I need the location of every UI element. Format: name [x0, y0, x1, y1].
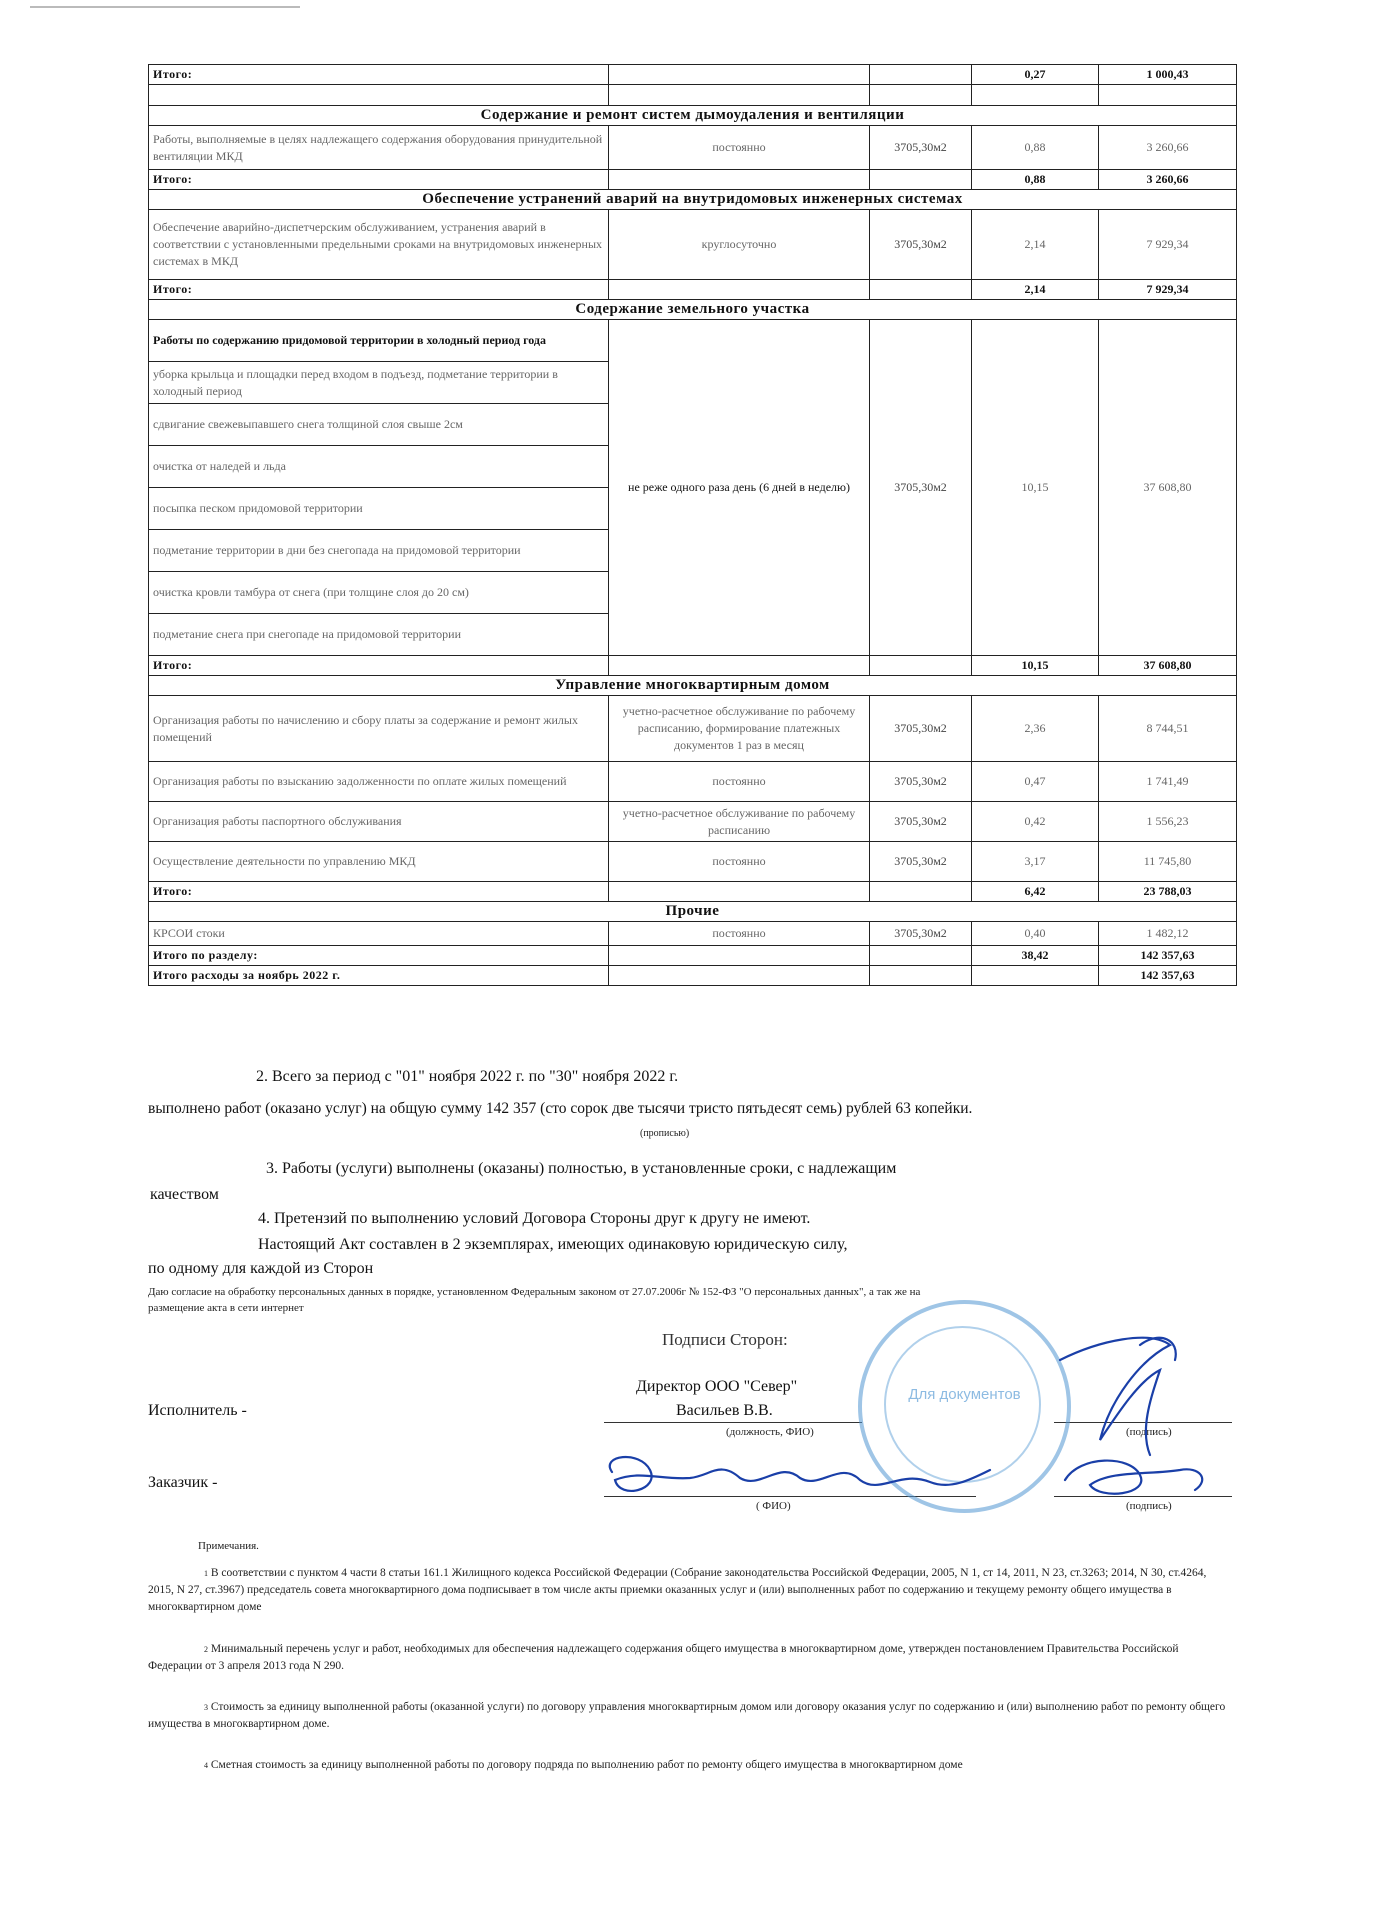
note-4 [148, 1757, 1232, 1774]
section-title: Содержание и ремонт систем дымоудаления и вентиляции [149, 106, 1237, 126]
section-title: Содержание земельного участка [149, 300, 1237, 320]
service-name: Организация работы паспортного обслуживания [149, 802, 609, 842]
total-sum: 142 357,63 [1099, 966, 1237, 986]
section-title: Прочие [149, 902, 1237, 922]
total-sum: 23 788,03 [1099, 882, 1237, 902]
service-name: Организация работы по начислению и сбору платы за содержание и ремонт жилых помещений [149, 696, 609, 762]
total-rate: 6,42 [972, 882, 1099, 902]
service-subitem-name: очистка от наледей и льда [149, 446, 609, 488]
fio-caption: ( ФИО) [756, 1500, 791, 1512]
service-area: 3705,30м2 [870, 762, 972, 802]
note-2-mark: 2 [204, 1645, 208, 1654]
service-subitem-name: уборка крыльца и площадки перед входом в подъезд, подметание территории в холодный период [149, 362, 609, 404]
service-rate: 10,15 [972, 320, 1099, 656]
total-sum: 3 260,66 [1099, 170, 1237, 190]
service-sum: 7 929,34 [1099, 210, 1237, 280]
service-subitem-name: Работы по содержанию придомовой территории в холодный период года [149, 320, 609, 362]
executor-name: Васильев В.В. [676, 1402, 773, 1419]
note-2 [148, 1641, 1232, 1675]
consent-line2: размещение акта в сети интернет [148, 1302, 304, 1314]
note-1-mark: 1 [204, 1569, 208, 1578]
service-area: 3705,30м2 [870, 922, 972, 946]
signature-caption: (подпись) [1126, 1426, 1172, 1438]
total-rate: 0,27 [972, 65, 1099, 85]
total-label: Итого: [149, 280, 609, 300]
service-sum: 1 556,23 [1099, 802, 1237, 842]
service-period: постоянно [609, 922, 870, 946]
service-area: 3705,30м2 [870, 210, 972, 280]
service-period: постоянно [609, 126, 870, 170]
service-sum: 37 608,80 [1099, 320, 1237, 656]
total-sum: 142 357,63 [1099, 946, 1237, 966]
total-label: Итого расходы за ноябрь 2022 г. [149, 966, 609, 986]
service-sum: 1 482,12 [1099, 922, 1237, 946]
executor-signature [1060, 1338, 1176, 1455]
clause-3-line1: 3. Работы (услуги) выполнены (оказаны) полностью, в установленные сроки, с надлежащим [266, 1160, 897, 1177]
service-sum: 8 744,51 [1099, 696, 1237, 762]
total-label: Итого: [149, 170, 609, 190]
service-period: постоянно [609, 842, 870, 882]
clause-5-line2: по одному для каждой из Сторон [148, 1260, 374, 1277]
customer-signature-2 [1065, 1461, 1202, 1494]
section-title: Обеспечение устранений аварий на внутридомовых инженерных системах [149, 190, 1237, 210]
customer-label: Заказчик - [148, 1474, 218, 1491]
summary-amount: выполнено работ (оказано услуг) на общую сумму 142 357 (сто сорок две тысячи тристо пятьдесят семь) рублей 63 копейки. [148, 1100, 973, 1117]
service-area: 3705,30м2 [870, 842, 972, 882]
service-rate: 0,40 [972, 922, 1099, 946]
total-sum: 37 608,80 [1099, 656, 1237, 676]
note-2-text: Минимальный перечень услуг и работ, необходимых для обеспечения надлежащего содержания общего имущества в многоквартирном доме, утвержден постановлением Правительства Российской Федерации от 3 апреля 2013 года N 290. [148, 1643, 1179, 1672]
total-rate: 0,88 [972, 170, 1099, 190]
clause-3-line2: качеством [150, 1186, 219, 1203]
service-subitem-name: подметание снега при снегопаде на придомовой территории [149, 614, 609, 656]
service-area: 3705,30м2 [870, 802, 972, 842]
service-subitem-name: посыпка песком придомовой территории [149, 488, 609, 530]
executor-position: Директор ООО "Север" [636, 1378, 798, 1395]
service-subitem-name: сдвигание свежевыпавшего снега толщиной слоя свыше 2см [149, 404, 609, 446]
service-name: Обеспечение аварийно-диспетчерским обслуживанием, устранения аварий в соответствии с установленными предельными сроками на внутридомовых инженерных системах в МКД [149, 210, 609, 280]
service-name: КРСОИ стоки [149, 922, 609, 946]
service-period: постоянно [609, 762, 870, 802]
service-period: учетно-расчетное обслуживание по рабочему расписанию [609, 802, 870, 842]
service-subitem-name: очистка кровли тамбура от снега (при толщине слоя до 20 см) [149, 572, 609, 614]
signature-caption-2: (подпись) [1126, 1500, 1172, 1512]
note-3 [148, 1699, 1232, 1733]
service-area: 3705,30м2 [870, 126, 972, 170]
note-3-mark: 3 [204, 1703, 208, 1712]
total-rate: 2,14 [972, 280, 1099, 300]
consent-line1: Даю согласие на обработку персональных данных в порядке, установленном Федеральным законом от 27.07.2006г № 152-ФЗ "О персональных данных", а так же на [148, 1286, 921, 1298]
position-caption: (должность, ФИО) [726, 1426, 814, 1438]
service-period: круглосуточно [609, 210, 870, 280]
total-label: Итого по разделу: [149, 946, 609, 966]
service-rate: 2,14 [972, 210, 1099, 280]
service-sum: 1 741,49 [1099, 762, 1237, 802]
signatures-title: Подписи Сторон: [662, 1330, 788, 1349]
note-1-text: В соответствии с пунктом 4 части 8 статьи 161.1 Жилищного кодекса Российской Федерации (Собрание законодательства Российской Федерации, 2005, N 1, ст 14, 2011, N 23, ст.3263; 2014, N 30, ст.4264, 2015, N 27, ст.3967) председатель совета многоквартирного дома подписывает в том числе акты приемки оказанных услуг и (или) выполненных работ по содержанию и текущему ремонту общего имущества в многоквартирном доме [148, 1567, 1207, 1613]
clause-5-line1: Настоящий Акт составлен в 2 экземплярах, имеющих одинаковую юридическую силу, [258, 1236, 848, 1253]
total-label: Итого: [149, 882, 609, 902]
service-rate: 0,47 [972, 762, 1099, 802]
service-subitem-name: подметание территории в дни без снегопада на придомовой территории [149, 530, 609, 572]
total-sum: 7 929,34 [1099, 280, 1237, 300]
note-4-text: Сметная стоимость за единицу выполненной работы по договору подряда по выполнению работ по ремонту общего имущества в многоквартирном доме [210, 1759, 963, 1771]
service-name: Работы, выполняемые в целях надлежащего содержания оборудования принудительной вентиляции МКД [149, 126, 609, 170]
service-period: учетно-расчетное обслуживание по рабочему расписанию, формирование платежных документов 1 раз в месяц [609, 696, 870, 762]
in-words-caption: (прописью) [640, 1128, 690, 1139]
summary-period: 2. Всего за период с "01" ноября 2022 г. по "30" ноября 2022 г. [256, 1068, 679, 1085]
note-1 [148, 1565, 1232, 1616]
note-4-mark: 4 [204, 1761, 208, 1770]
total-label: Итого: [149, 656, 609, 676]
total-sum: 1 000,43 [1099, 65, 1237, 85]
service-name: Осуществление деятельности по управлению МКД [149, 842, 609, 882]
total-rate: 38,42 [972, 946, 1099, 966]
notes-title: Примечания. [198, 1540, 259, 1552]
executor-label: Исполнитель - [148, 1402, 247, 1419]
service-sum: 11 745,80 [1099, 842, 1237, 882]
customer-signature [610, 1457, 990, 1491]
total-rate: 10,15 [972, 656, 1099, 676]
service-sum: 3 260,66 [1099, 126, 1237, 170]
note-3-text: Стоимость за единицу выполненной работы (оказанной услуги) по договору управления многоквартирным домом или договору оказания услуг по содержанию и (или) выполнению работ по ремонту общего имущества в многоквартирном доме. [148, 1701, 1226, 1730]
total-label: Итого: [149, 65, 609, 85]
service-rate: 0,88 [972, 126, 1099, 170]
service-rate: 0,42 [972, 802, 1099, 842]
service-name: Организация работы по взысканию задолженности по оплате жилых помещений [149, 762, 609, 802]
service-rate: 2,36 [972, 696, 1099, 762]
service-area: 3705,30м2 [870, 696, 972, 762]
stamp-text: Для документов [908, 1386, 1021, 1403]
service-area: 3705,30м2 [870, 320, 972, 656]
clause-4: 4. Претензий по выполнению условий Договора Стороны друг к другу не имеют. [258, 1210, 811, 1227]
section-title: Управление многоквартирным домом [149, 676, 1237, 696]
service-rate: 3,17 [972, 842, 1099, 882]
service-period: не реже одного раза день (6 дней в неделю) [609, 320, 870, 656]
